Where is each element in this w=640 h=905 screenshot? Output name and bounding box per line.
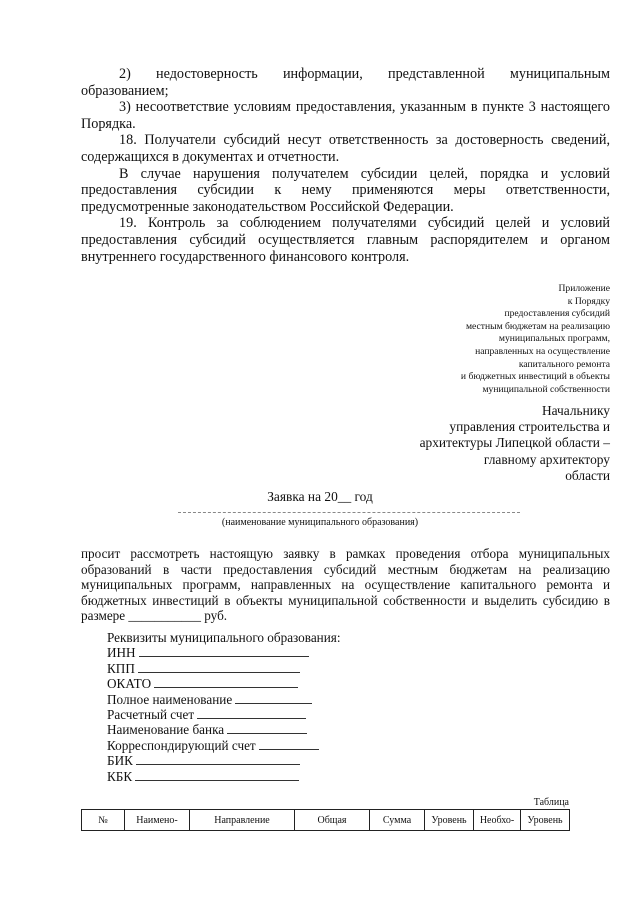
requisite-blank-line[interactable] xyxy=(135,769,299,781)
application-table xyxy=(81,809,570,831)
addressee-line: управления строительства и xyxy=(449,419,610,435)
requisite-field xyxy=(107,722,341,737)
requisite-field xyxy=(107,661,341,676)
addressee-line: Начальнику xyxy=(541,403,610,418)
requisite-label: Расчетный счет xyxy=(107,707,195,723)
table-header-cell: Уровень xyxy=(521,810,570,831)
appendix-block xyxy=(380,283,610,396)
table-header-cell: Сумма xyxy=(370,810,425,831)
paragraph-19: 19. Контроль за соблюдением получателями субсидий целей и условий предоставления субсидий осуществляется главным распорядителем и органом внутреннего государственного финансового контроля. xyxy=(81,215,610,265)
table-header-cell: Направление xyxy=(190,810,295,831)
addressee-line: архитектуры Липецкой области – xyxy=(419,435,610,451)
main-text xyxy=(81,66,610,265)
appendix-line: предоставления субсидий xyxy=(504,308,610,320)
table-header-cell: Наимено- xyxy=(125,810,190,831)
requisite-blank-line[interactable] xyxy=(138,661,300,673)
table-label: Таблица xyxy=(533,797,569,808)
requisite-label: КБК xyxy=(107,768,133,784)
requisite-field xyxy=(107,692,341,707)
table-header-cell: Общая xyxy=(295,810,370,831)
appendix-line: Приложение xyxy=(558,283,610,294)
addressee-line: области xyxy=(565,467,610,483)
table-header-cell: Необхо- xyxy=(474,810,521,831)
municipality-name-caption: (наименование муниципального образования) xyxy=(221,517,419,528)
requisite-blank-line[interactable] xyxy=(227,722,307,734)
table-header-cell: № xyxy=(82,810,125,831)
paragraph-item-2-line2: образованием; xyxy=(81,82,169,99)
paragraph-18: 18. Получатели субсидий несут ответственность за достоверность сведений, содержащихся в документах и отчетности. xyxy=(81,132,610,165)
requisite-field xyxy=(107,738,341,753)
addressee-line: главному архитектору xyxy=(483,451,610,467)
appendix-line: направленных на осуществление xyxy=(475,345,610,357)
appendix-line: муниципальной собственности xyxy=(482,383,610,395)
requisite-blank-line[interactable] xyxy=(197,707,306,719)
appendix-line: местным бюджетам на реализацию xyxy=(465,320,610,332)
requisite-field xyxy=(107,769,341,784)
paragraph-item-3: 3) несоответствие условиям предоставления, указанным в пункте 3 настоящего Порядка. xyxy=(81,99,610,132)
requisite-blank-line[interactable] xyxy=(235,692,312,704)
requisite-label: Полное наименование xyxy=(107,691,233,707)
table-header-row xyxy=(82,810,570,831)
requisite-label: Наименование банка xyxy=(107,722,225,738)
appendix-line: к Порядку xyxy=(567,295,610,307)
table-header-cell: Уровень xyxy=(425,810,474,831)
requisite-field xyxy=(107,645,341,660)
requisites-block xyxy=(107,630,341,784)
paragraph-violation: В случае нарушения получателем субсидии целей, порядка и условий предоставления субсидии к нему применяются меры ответственности, предусмотренные законодательством Российской Федерации. xyxy=(81,165,610,215)
requisite-label: ИНН xyxy=(107,645,136,661)
municipality-name-line xyxy=(178,512,520,513)
requisite-blank-line[interactable] xyxy=(139,645,309,657)
appendix-line: капитального ремонта xyxy=(518,358,610,370)
appendix-line: муниципальных программ, xyxy=(498,333,610,345)
requisite-blank-line[interactable] xyxy=(136,753,300,765)
application-body-text: просит рассмотреть настоящую заявку в рамках проведения отбора муниципальных образований в части предоставления субсидий местным бюджетам на реализацию муниципальных программ, направленных на осуществление капитального ремонта и бюджетных инвестиций в объекты муниципальной собственности и выделить субсидию в размере ___________ руб. xyxy=(81,546,610,624)
requisite-label: БИК xyxy=(107,753,133,769)
requisite-field xyxy=(107,676,341,691)
requisite-label: КПП xyxy=(107,660,135,676)
paragraph-item-2-line1: 2) недостоверность информации, представленной муниципальным xyxy=(119,66,610,82)
requisite-field xyxy=(107,753,341,768)
requisite-blank-line[interactable] xyxy=(154,676,298,688)
requisite-field xyxy=(107,707,341,722)
appendix-line: и бюджетных инвестиций в объекты xyxy=(460,371,610,383)
application-title: Заявка на 20__ год xyxy=(267,489,373,504)
application-body xyxy=(81,546,610,624)
requisite-label: Корреспондирующий счет xyxy=(107,737,256,753)
addressee-block xyxy=(360,403,610,484)
requisite-label: ОКАТО xyxy=(107,676,152,692)
requisite-blank-line[interactable] xyxy=(259,738,319,750)
requisites-heading: Реквизиты муниципального образования: xyxy=(107,630,341,645)
